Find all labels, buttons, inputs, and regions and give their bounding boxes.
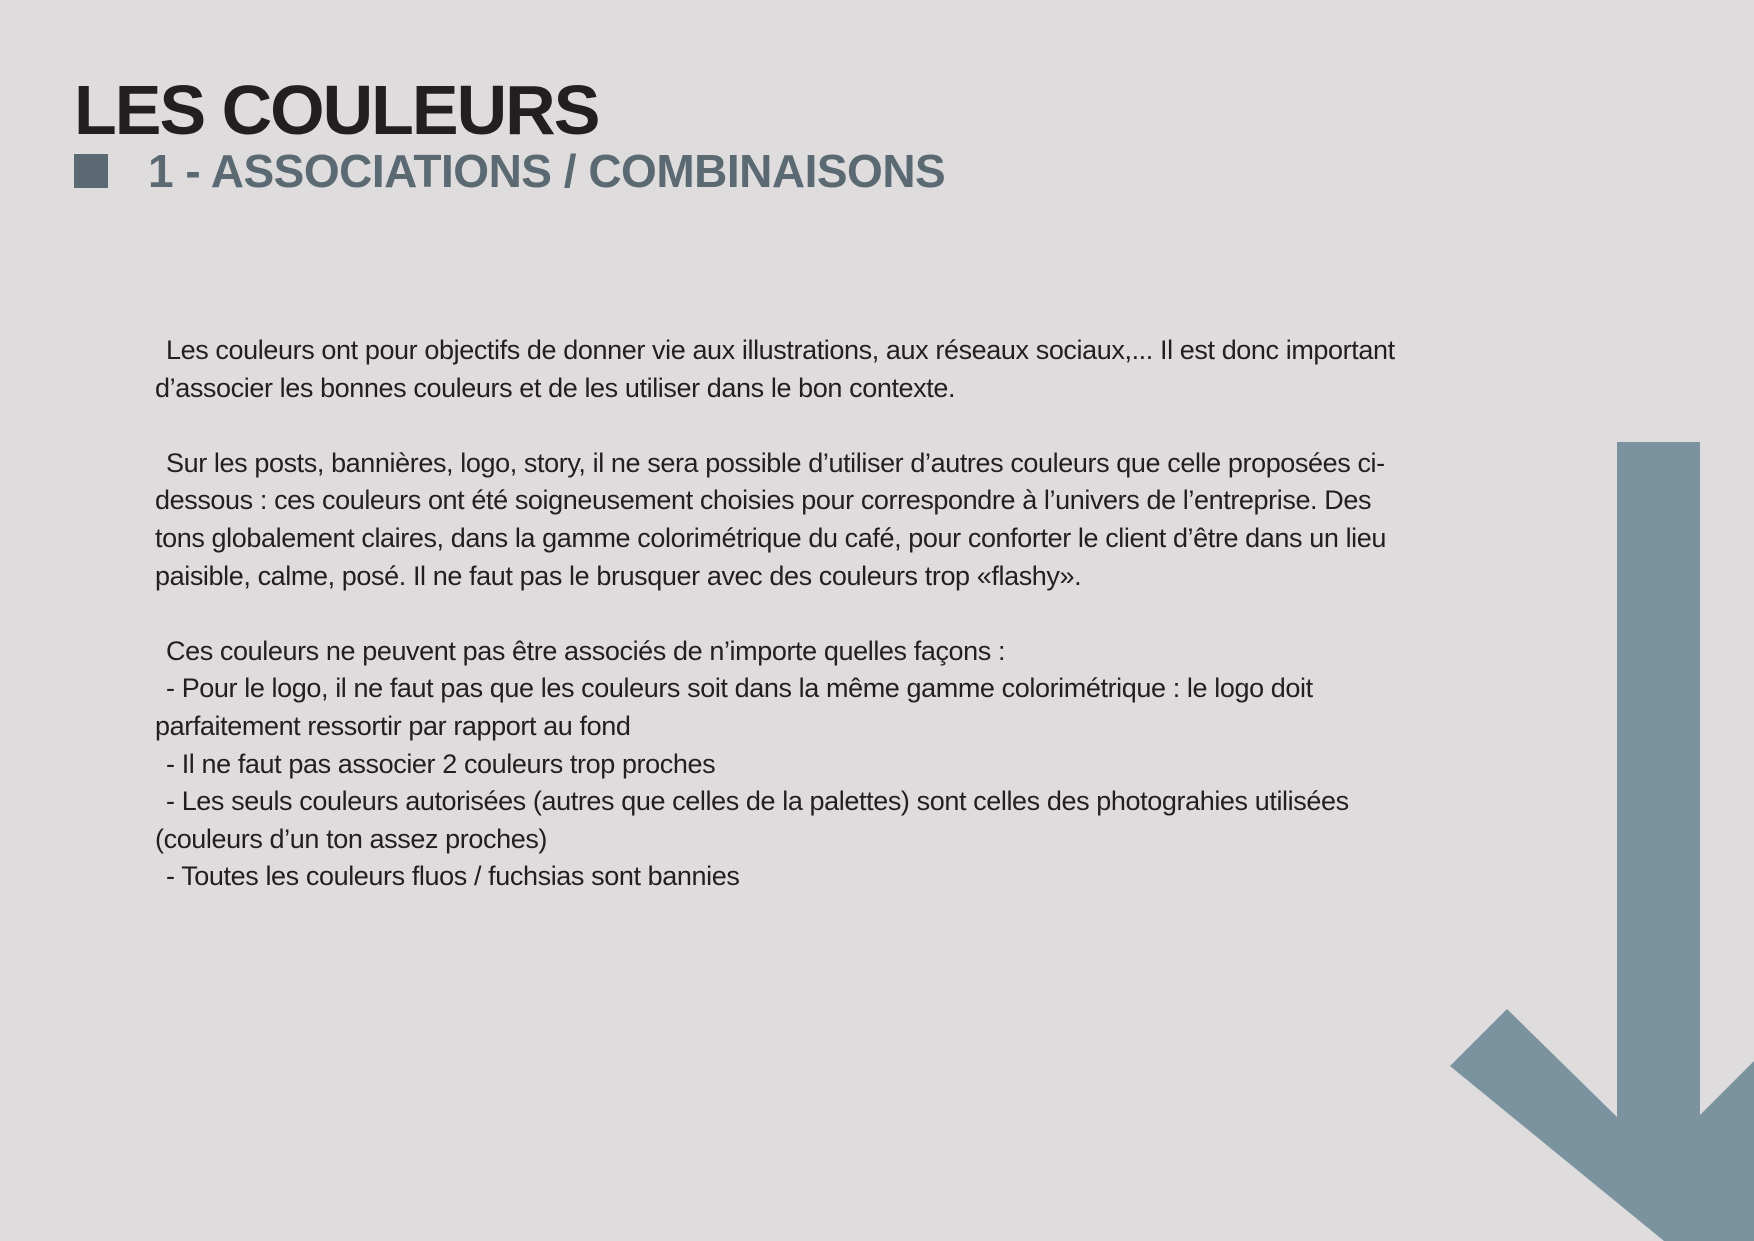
rule-1-line-2: parfaitement ressortir par rapport au fond [155,710,631,741]
rule-3-line-1: - Les seuls couleurs autorisées (autres que celles de la palettes) sont celles des photograhies utilisées [166,786,1349,817]
page-title: LES COULEURS [74,71,599,149]
paragraph-1-line-2: d’associer les bonnes couleurs et de les utiliser dans le bon contexte. [155,372,956,403]
paragraph-2-line-1: Sur les posts, bannières, logo, story, il ne sera possible d’utiliser d’autres couleurs que celle proposées ci- [166,447,1385,478]
paragraph-2-line-3: tons globalement claires, dans la gamme colorimétrique du café, pour conforter le client d’être dans un lieu [155,522,1386,553]
rule-2: - Il ne faut pas associer 2 couleurs trop proches [166,748,716,779]
paragraph-1-line-1: Les couleurs ont pour objectifs de donner vie aux illustrations, aux réseaux sociaux,... Il est donc important [166,335,1395,365]
rule-4: - Toutes les couleurs fluos / fuchsias sont bannies [166,861,740,892]
paragraph-3-intro: Ces couleurs ne peuvent pas être associés de n’importe quelles façons : [166,635,1006,666]
paragraph-2-line-2: dessous : ces couleurs ont été soigneusement choisies pour correspondre à l’univers de l’entreprise. Des [155,485,1372,516]
rule-3-line-2: (couleurs d’un ton assez proches) [155,823,548,854]
paragraph-2-line-4: paisible, calme, posé. Il ne faut pas le brusquer avec des couleurs trop «flashy». [155,560,1082,591]
rule-1-line-1: - Pour le logo, il ne faut pas que les couleurs soit dans la même gamme colorimétrique : le logo doit [166,673,1313,704]
section-title: 1 - ASSOCIATIONS / COMBINAISONS [148,145,946,197]
